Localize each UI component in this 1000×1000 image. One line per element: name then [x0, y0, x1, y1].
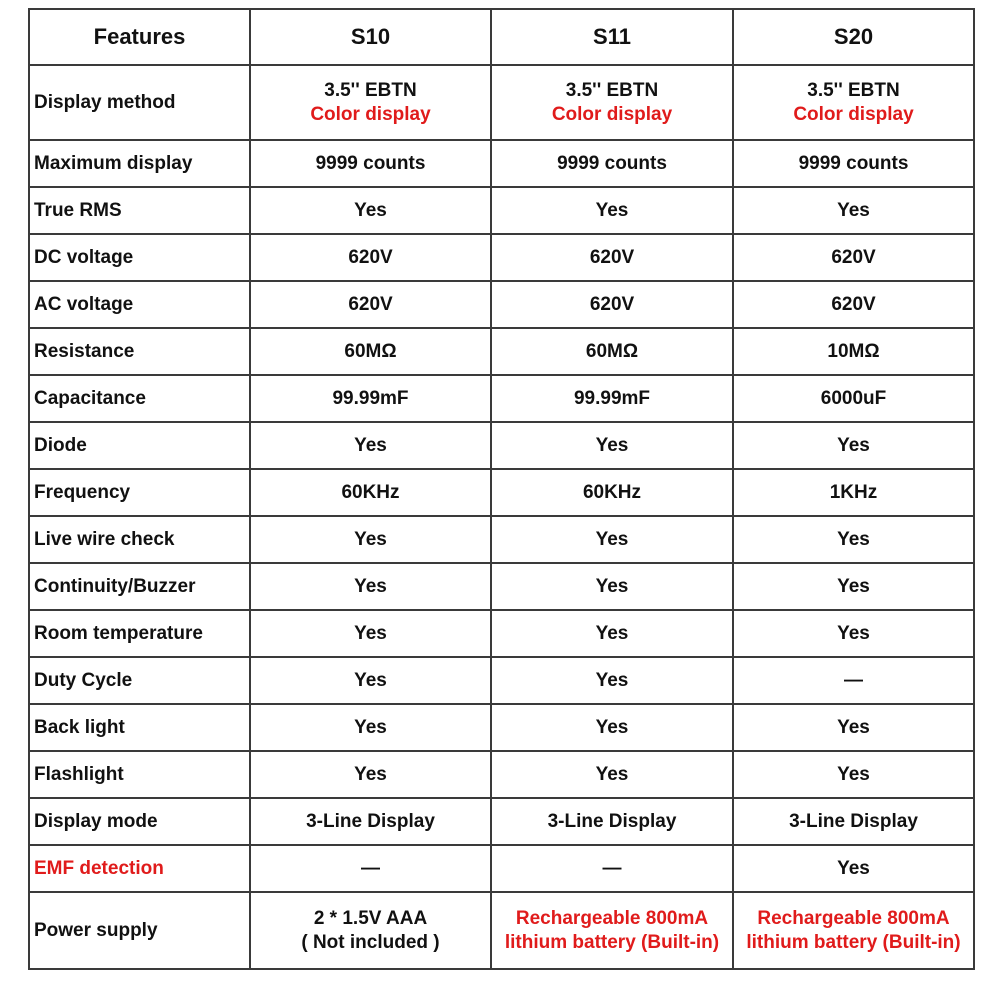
cell-s11	[491, 892, 733, 969]
cell-s10: Yes	[250, 610, 491, 657]
cell-s10: Yes	[250, 563, 491, 610]
cell-s10: Yes	[250, 704, 491, 751]
cell-s10: 620V	[250, 281, 491, 328]
cell-line-1: 2 * 1.5V AAA	[313, 907, 428, 929]
cell-line-1: 3.5'' EBTN	[324, 79, 417, 101]
table-row-max-display	[29, 140, 974, 187]
cell-line-2: lithium battery (Built-in)	[746, 931, 961, 953]
row-label: Flashlight	[29, 751, 250, 798]
cell-line-2: Color display	[310, 103, 431, 125]
row-label: Live wire check	[29, 516, 250, 563]
cell-s11: Yes	[491, 751, 733, 798]
cell-s11: Yes	[491, 610, 733, 657]
cell-s11: Yes	[491, 187, 733, 234]
row-label: DC voltage	[29, 234, 250, 281]
row-label: AC voltage	[29, 281, 250, 328]
cell-s20: Yes	[733, 422, 974, 469]
row-label: Maximum display	[29, 140, 250, 187]
table-row-frequency	[29, 469, 974, 516]
table-row-display-mode	[29, 798, 974, 845]
table-row-dc-voltage	[29, 234, 974, 281]
table-row-resistance	[29, 328, 974, 375]
table-row-diode	[29, 422, 974, 469]
cell-s20: 3-Line Display	[733, 798, 974, 845]
cell-line-2: Color display	[793, 103, 914, 125]
row-label: EMF detection	[29, 845, 250, 892]
table-row-display-method	[29, 65, 974, 140]
cell-s20: Yes	[733, 516, 974, 563]
cell-s10: 99.99mF	[250, 375, 491, 422]
table-row-true-rms	[29, 187, 974, 234]
cell-s10: Yes	[250, 187, 491, 234]
table-row-flashlight	[29, 751, 974, 798]
cell-s20: 620V	[733, 234, 974, 281]
cell-s11: 620V	[491, 234, 733, 281]
cell-s11: Yes	[491, 422, 733, 469]
header-model-s20: S20	[733, 9, 974, 65]
table-row-capacitance	[29, 375, 974, 422]
cell-s10: 620V	[250, 234, 491, 281]
cell-s11: 60KHz	[491, 469, 733, 516]
cell-s20	[733, 65, 974, 140]
cell-s20: 9999 counts	[733, 140, 974, 187]
header-model-s10: S10	[250, 9, 491, 65]
cell-s20: —	[733, 657, 974, 704]
cell-s10: Yes	[250, 516, 491, 563]
table-row-duty-cycle	[29, 657, 974, 704]
cell-line-2: ( Not included )	[301, 931, 440, 953]
cell-s20: 1KHz	[733, 469, 974, 516]
row-label: Duty Cycle	[29, 657, 250, 704]
table-row-continuity-buzzer	[29, 563, 974, 610]
cell-s11	[491, 65, 733, 140]
cell-s11: —	[491, 845, 733, 892]
row-label: Back light	[29, 704, 250, 751]
row-label: Room temperature	[29, 610, 250, 657]
cell-s20: Yes	[733, 563, 974, 610]
cell-s10	[250, 892, 491, 969]
cell-s10	[250, 65, 491, 140]
table-row-back-light	[29, 704, 974, 751]
cell-line-1: 3.5'' EBTN	[565, 79, 659, 101]
cell-s11: 60MΩ	[491, 328, 733, 375]
cell-s20: Yes	[733, 845, 974, 892]
table-row-ac-voltage	[29, 281, 974, 328]
row-label: True RMS	[29, 187, 250, 234]
cell-s11: 9999 counts	[491, 140, 733, 187]
cell-s10: 60KHz	[250, 469, 491, 516]
cell-s11: Yes	[491, 704, 733, 751]
header-row	[29, 9, 974, 65]
cell-s11: 99.99mF	[491, 375, 733, 422]
header-model-s11: S11	[491, 9, 733, 65]
cell-s20: Yes	[733, 751, 974, 798]
cell-line-2: Color display	[551, 103, 673, 125]
cell-s20	[733, 892, 974, 969]
cell-line-1: Rechargeable 800mA	[757, 907, 950, 929]
cell-s20: Yes	[733, 610, 974, 657]
cell-s11: 3-Line Display	[491, 798, 733, 845]
row-label: Display mode	[29, 798, 250, 845]
table-row-emf-detection	[29, 845, 974, 892]
cell-s20: Yes	[733, 187, 974, 234]
cell-s10: —	[250, 845, 491, 892]
cell-s10: 60MΩ	[250, 328, 491, 375]
table-row-live-wire-check	[29, 516, 974, 563]
row-label: Display method	[29, 65, 250, 140]
header-features: Features	[29, 9, 250, 65]
cell-s11: 620V	[491, 281, 733, 328]
cell-s10: 9999 counts	[250, 140, 491, 187]
cell-s20: 6000uF	[733, 375, 974, 422]
row-label: Frequency	[29, 469, 250, 516]
cell-line-1: 3.5'' EBTN	[807, 79, 900, 101]
cell-s10: Yes	[250, 422, 491, 469]
cell-s20: 10MΩ	[733, 328, 974, 375]
cell-s11: Yes	[491, 563, 733, 610]
row-label: Power supply	[29, 892, 250, 969]
cell-s10: Yes	[250, 657, 491, 704]
cell-line-2: lithium battery (Built-in)	[504, 931, 720, 953]
row-label: Resistance	[29, 328, 250, 375]
cell-s10: 3-Line Display	[250, 798, 491, 845]
cell-line-1: Rechargeable 800mA	[515, 907, 709, 929]
spec-comparison-table	[28, 8, 975, 970]
cell-s11: Yes	[491, 657, 733, 704]
cell-s10: Yes	[250, 751, 491, 798]
table-row-room-temperature	[29, 610, 974, 657]
row-label: Continuity/Buzzer	[29, 563, 250, 610]
row-label: Diode	[29, 422, 250, 469]
row-label: Capacitance	[29, 375, 250, 422]
cell-s20: Yes	[733, 704, 974, 751]
cell-s20: 620V	[733, 281, 974, 328]
cell-s11: Yes	[491, 516, 733, 563]
table-row-power-supply	[29, 892, 974, 969]
